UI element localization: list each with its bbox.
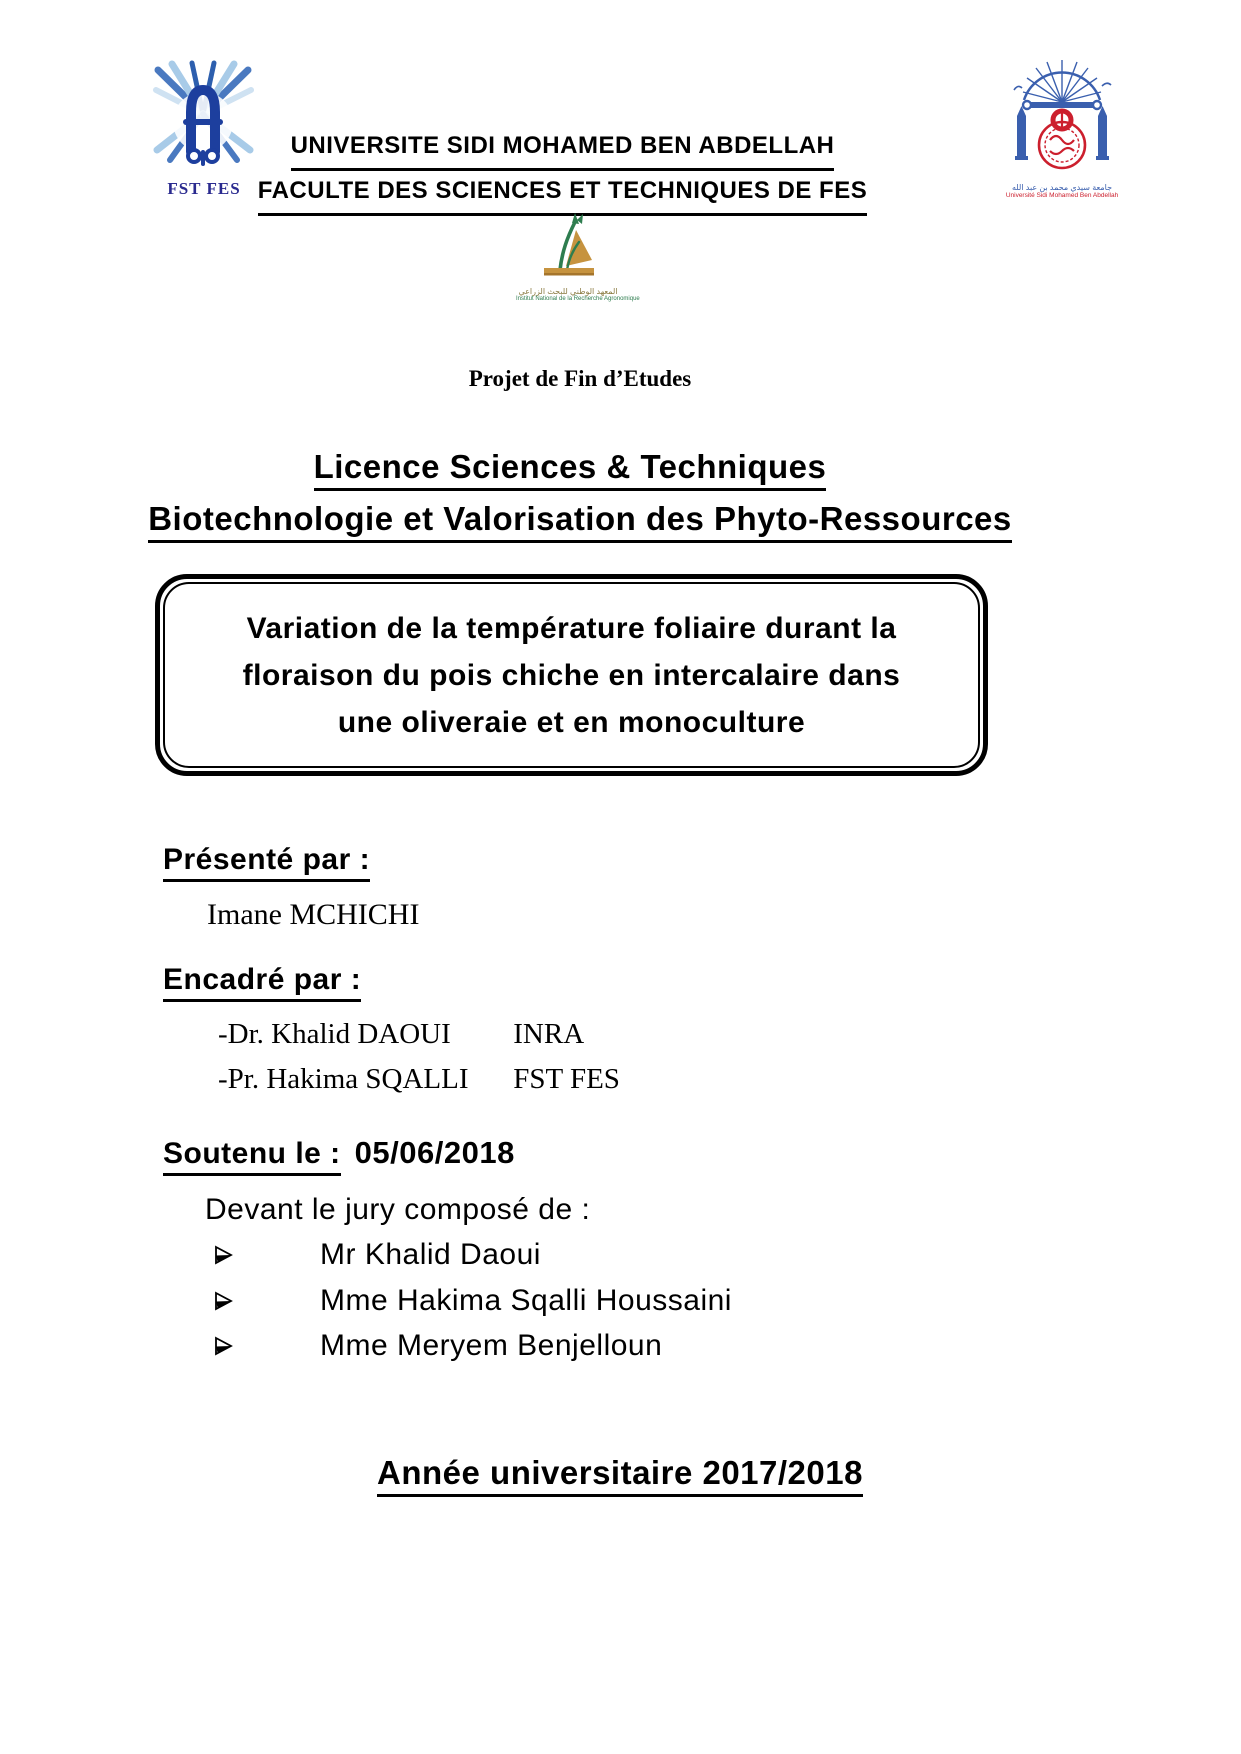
- project-type-label: Projet de Fin d’Etudes: [468, 366, 692, 391]
- thesis-title-box: [155, 574, 988, 776]
- university-name: UNIVERSITE SIDI MOHAMED BEN ABDELLAH: [291, 126, 835, 171]
- jury-member-name: Mr Khalid Daoui: [320, 1238, 541, 1271]
- supervisor-org: FST FES: [513, 1063, 620, 1095]
- usmba-logo: [1000, 56, 1124, 206]
- usmba-caption-latin: Université Sidi Mohamed Ben Abdellah: [1005, 192, 1119, 199]
- arrowhead-bullet-icon: [212, 1290, 234, 1312]
- header-text-block: [235, 126, 890, 216]
- jury-item: [212, 1284, 732, 1318]
- thesis-title-line: floraison du pois chiche en intercalaire dans: [242, 658, 901, 692]
- fst-fes-logo-text: FST FES: [167, 179, 241, 198]
- inra-logo: [516, 210, 640, 306]
- jury-member-name: Mme Meryem Benjelloun: [320, 1329, 663, 1362]
- supervisor-row: [218, 1018, 584, 1051]
- supervisor-row: [218, 1063, 620, 1096]
- usmba-logo-graphic: [1000, 56, 1124, 178]
- inra-caption-latin: Institut National de la Recherche Agronomique: [516, 296, 640, 302]
- academic-year-section: [20, 1454, 1220, 1497]
- academic-year: Année universitaire 2017/2018: [377, 1454, 863, 1497]
- supervisor-org: INRA: [513, 1018, 585, 1050]
- inra-logo-graphic: [516, 210, 620, 282]
- jury-item: [212, 1329, 662, 1363]
- jury-member-name: Mme Hakima Sqalli Houssaini: [320, 1284, 732, 1317]
- thesis-title-line: une oliveraie et en monoculture: [337, 705, 806, 739]
- inra-caption-arabic: المعهد الوطني للبحث الزراعي: [518, 287, 618, 296]
- jury-intro: Devant le jury composé de :: [205, 1193, 591, 1226]
- thesis-title-box-inner: [163, 582, 980, 768]
- arrowhead-bullet-icon: [212, 1335, 234, 1357]
- defense-section: [163, 1135, 515, 1176]
- program-line: Biotechnologie et Valorisation des Phyto-Ressources: [0, 500, 1160, 543]
- author-name: Imane MCHICHI: [207, 898, 420, 931]
- defense-date: 05/06/2018: [354, 1135, 515, 1170]
- arrowhead-bullet-icon: [212, 1244, 234, 1266]
- supervisor-name: -Dr. Khalid DAOUI: [218, 1018, 451, 1050]
- jury-item: [212, 1238, 541, 1272]
- supervised-by-section: [163, 963, 361, 1002]
- usmba-caption-arabic: جامعة سيدي محمد بن عبد الله: [1011, 183, 1113, 192]
- degree-line: Licence Sciences & Techniques: [0, 448, 1140, 491]
- supervisor-name: -Pr. Hakima SQALLI: [218, 1063, 469, 1095]
- defended-on-label: Soutenu le :: [163, 1137, 341, 1176]
- thesis-title-line: Variation de la température foliaire durant la: [246, 611, 897, 645]
- faculty-name: FACULTE DES SCIENCES ET TECHNIQUES DE FES: [258, 171, 867, 216]
- presented-by-label: Présenté par :: [163, 843, 370, 882]
- presented-by-section: [163, 843, 370, 882]
- supervised-by-label: Encadré par :: [163, 963, 361, 1002]
